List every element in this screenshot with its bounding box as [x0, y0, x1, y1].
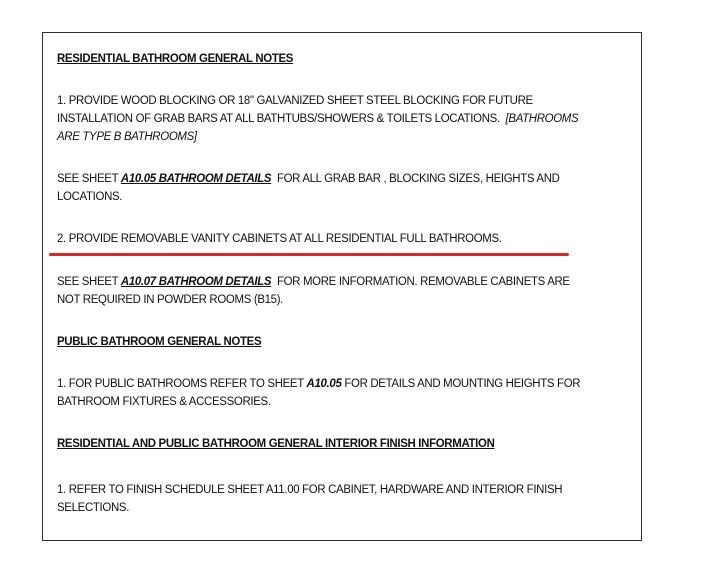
see-sheet-a1005-line-2: LOCATIONS. — [57, 189, 123, 203]
see-sheet-suffix: FOR ALL GRAB BAR , BLOCKING SIZES, HEIGHTS AND — [276, 171, 560, 185]
finish-note-1-line-1: 1. REFER TO FINISH SCHEDULE SHEET A11.00 FOR CABINET, HARDWARE AND INTERIOR FINISH — [57, 482, 563, 496]
public-note-prefix: 1. FOR PUBLIC BATHROOMS REFER TO SHEET — [57, 376, 304, 390]
sheet-ref-a1007-bathroom-details[interactable]: A10.07 BATHROOM DETAILS — [120, 274, 272, 288]
residential-note-2: 2. PROVIDE REMOVABLE VANITY CABINETS AT ALL RESIDENTIAL FULL BATHROOMS. — [57, 231, 502, 245]
see-sheet-a1007-line-1 — [57, 273, 570, 290]
red-highlight-underline — [49, 253, 569, 256]
residential-note-1-line-1: 1. PROVIDE WOOD BLOCKING OR 18" GALVANIZED SHEET STEEL BLOCKING FOR FUTURE — [57, 93, 533, 107]
see-sheet-a1005-line-1 — [57, 170, 560, 187]
public-notes-heading: PUBLIC BATHROOM GENERAL NOTES — [57, 334, 262, 348]
public-note-1-line-1 — [57, 375, 580, 392]
see-sheet-prefix: SEE SHEET — [57, 171, 119, 185]
residential-note-1-line-3: ARE TYPE B BATHROOMS] — [57, 129, 197, 143]
finish-info-heading: RESIDENTIAL AND PUBLIC BATHROOM GENERAL INTERIOR FINISH INFORMATION — [57, 436, 495, 450]
see-sheet-a1007-line-2: NOT REQUIRED IN POWDER ROOMS (B15). — [57, 292, 284, 306]
see-sheet-suffix: FOR MORE INFORMATION. REMOVABLE CABINETS ARE — [276, 274, 570, 288]
general-notes-box — [42, 32, 642, 541]
see-sheet-prefix: SEE SHEET — [57, 274, 119, 288]
residential-note-1-line-2 — [57, 110, 578, 127]
sheet-ref-a1005[interactable]: A10.05 — [306, 376, 342, 390]
sheet-ref-a1005-bathroom-details[interactable]: A10.05 BATHROOM DETAILS — [120, 171, 272, 185]
bathroom-type-note: [BATHROOMS — [505, 111, 579, 125]
finish-note-1-line-2: SELECTIONS. — [57, 500, 130, 514]
residential-note-1-line-2-text: INSTALLATION OF GRAB BARS AT ALL BATHTUBS/SHOWERS & TOILETS LOCATIONS. — [57, 111, 500, 125]
public-note-suffix: FOR DETAILS AND MOUNTING HEIGHTS FOR — [344, 376, 581, 390]
public-note-1-line-2: BATHROOM FIXTURES & ACCESSORIES. — [57, 394, 271, 408]
residential-notes-heading: RESIDENTIAL BATHROOM GENERAL NOTES — [57, 51, 294, 65]
